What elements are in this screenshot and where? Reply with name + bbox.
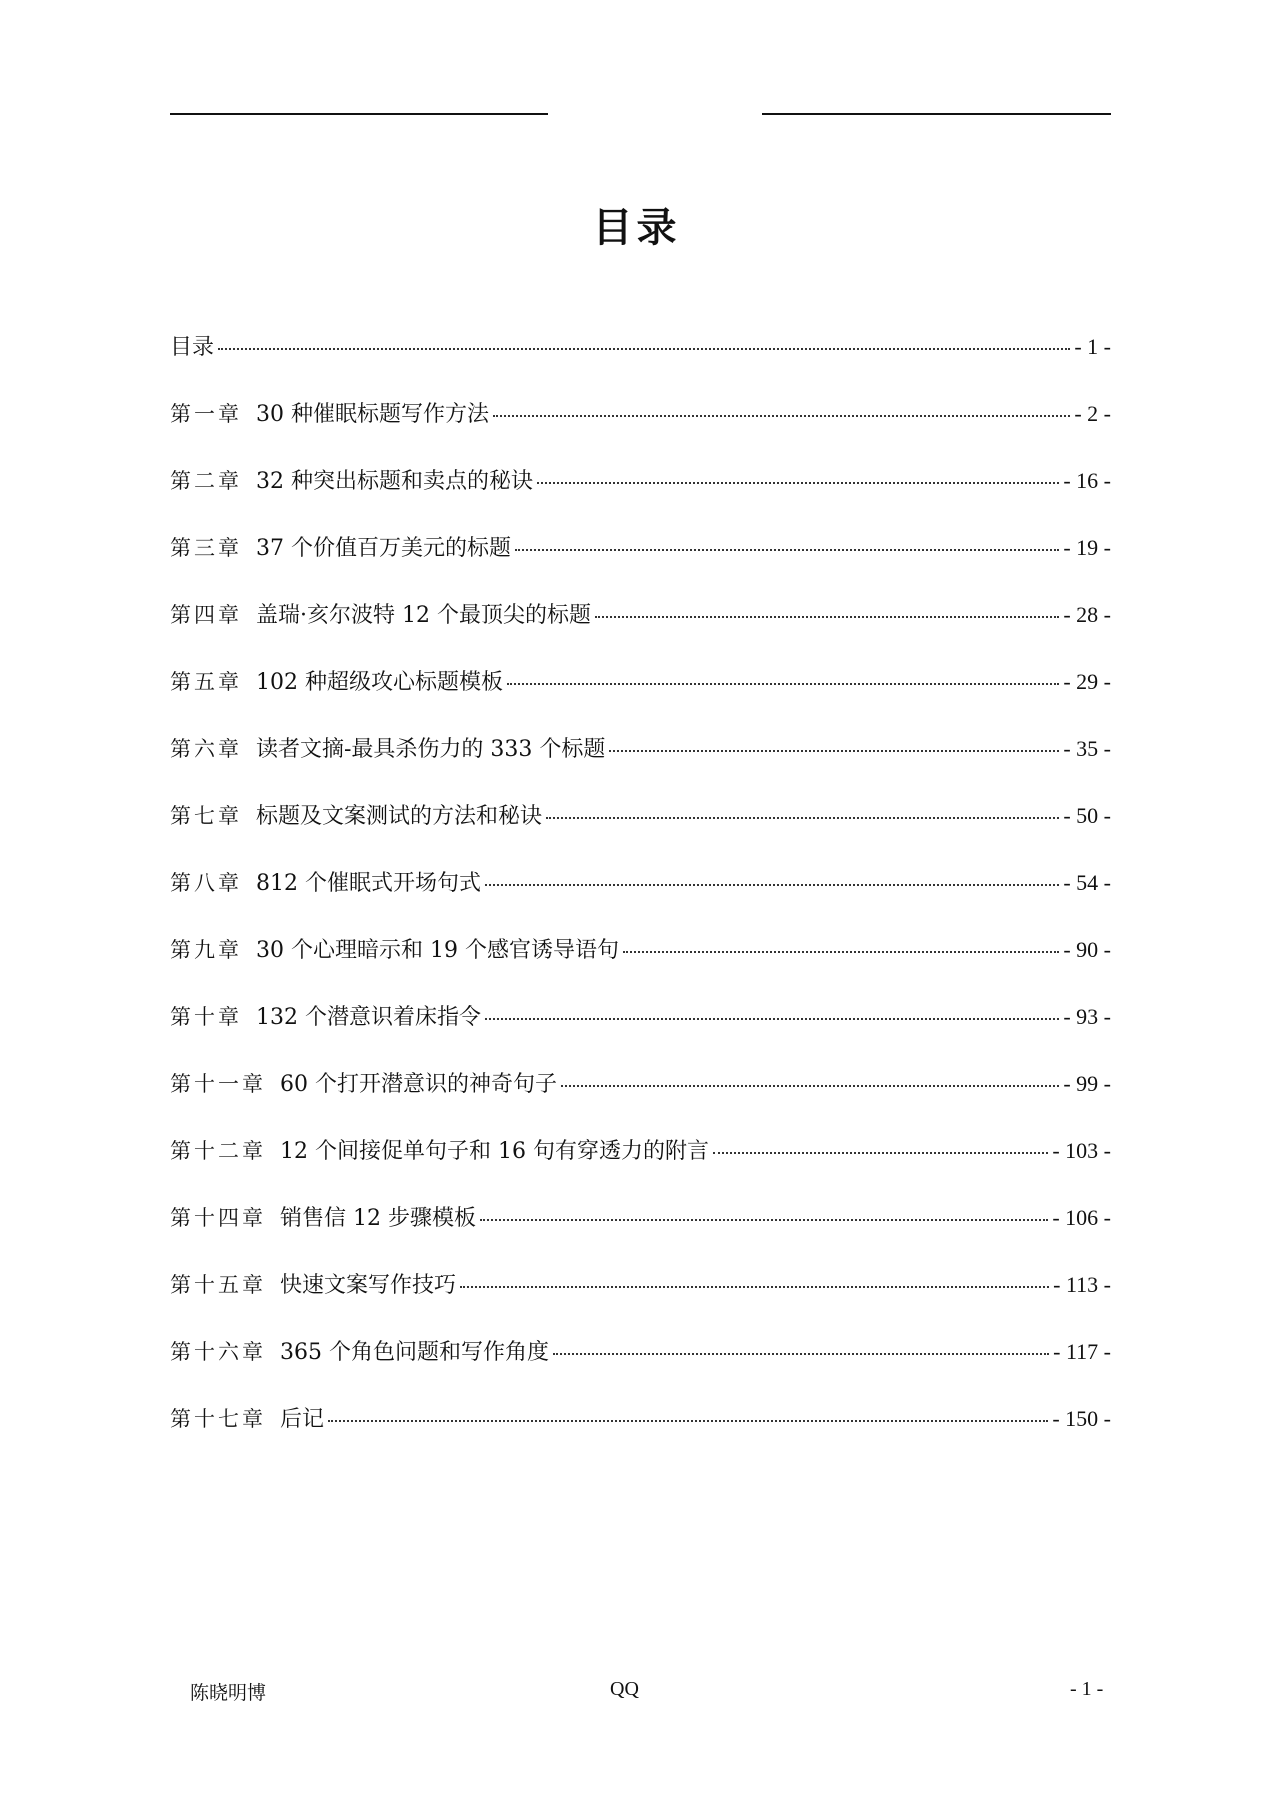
toc-dot-leader (537, 482, 1059, 484)
toc-page-number: - 106 - (1052, 1205, 1111, 1230)
toc-dot-leader (595, 616, 1059, 618)
toc-entry-title: 目录 (170, 335, 215, 360)
toc-entry-title: 30 种催眠标题写作方法 (256, 402, 489, 427)
footer-page-number: - 1 - (1070, 1678, 1104, 1700)
toc-entry[interactable] (170, 1335, 1111, 1402)
toc-entry[interactable] (170, 1268, 1111, 1335)
toc-entry[interactable] (170, 598, 1111, 665)
toc-dot-leader (561, 1085, 1059, 1087)
toc-page-number: - 90 - (1063, 937, 1111, 962)
toc-entry-title: 盖瑞·亥尔波特 12 个最顶尖的标题 (256, 603, 591, 628)
header-rule-left-extension (442, 113, 548, 115)
toc-entry-title: 读者文摘-最具杀伤力的 333 个标题 (256, 737, 606, 762)
toc-chapter-label: 第六章 (170, 737, 242, 761)
toc-entry[interactable] (170, 933, 1111, 1000)
toc-dot-leader (493, 415, 1070, 417)
toc-page-number: - 28 - (1063, 602, 1111, 627)
toc-entry[interactable] (170, 531, 1111, 598)
toc-chapter-label: 第五章 (170, 670, 242, 694)
toc-entry[interactable] (170, 1134, 1111, 1201)
toc-chapter-label: 第十二章 (170, 1139, 266, 1163)
toc-entry[interactable] (170, 397, 1111, 464)
toc-chapter-label: 第二章 (170, 469, 242, 493)
toc-dot-leader (553, 1353, 1049, 1355)
toc-entry-title: 12 个间接促单句子和 16 句有穿透力的附言 (280, 1139, 709, 1164)
toc-page-number: - 19 - (1063, 535, 1111, 560)
toc-entry[interactable] (170, 665, 1111, 732)
toc-chapter-label: 第十章 (170, 1005, 242, 1029)
toc-entry-title: 37 个价值百万美元的标题 (256, 536, 511, 561)
toc-dot-leader (328, 1420, 1048, 1422)
table-of-contents (170, 330, 1111, 1469)
toc-entry[interactable] (170, 732, 1111, 799)
toc-page-number: - 150 - (1052, 1406, 1111, 1431)
toc-dot-leader (515, 549, 1059, 551)
toc-entry-title: 60 个打开潜意识的神奇句子 (280, 1072, 557, 1097)
toc-entry[interactable] (170, 1201, 1111, 1268)
toc-page-number: - 16 - (1063, 468, 1111, 493)
header-rule-right (762, 113, 1111, 115)
toc-page-number: - 35 - (1063, 736, 1111, 761)
header-rule-left (170, 113, 442, 115)
toc-page-number: - 99 - (1063, 1071, 1111, 1096)
toc-entry[interactable] (170, 799, 1111, 866)
toc-chapter-label: 第十六章 (170, 1340, 266, 1364)
footer-author: 陈晓明博 (190, 1682, 267, 1704)
toc-page-number: - 54 - (1063, 870, 1111, 895)
toc-chapter-label: 第十五章 (170, 1273, 266, 1297)
toc-dot-leader (485, 1018, 1059, 1020)
toc-dot-leader (713, 1152, 1048, 1154)
toc-entry[interactable] (170, 866, 1111, 933)
toc-chapter-label: 第十四章 (170, 1206, 266, 1230)
toc-entry-title: 102 种超级攻心标题模板 (256, 670, 503, 695)
toc-entry-title: 812 个催眠式开场句式 (256, 871, 481, 896)
toc-entry-title: 标题及文案测试的方法和秘诀 (256, 804, 543, 829)
toc-dot-leader (609, 750, 1059, 752)
toc-page-number: - 2 - (1074, 401, 1111, 426)
toc-dot-leader (218, 348, 1070, 350)
toc-entry-title: 132 个潜意识着床指令 (256, 1005, 481, 1030)
toc-entry-title: 后记 (280, 1407, 325, 1432)
toc-entry-title: 365 个角色问题和写作角度 (280, 1340, 549, 1365)
toc-entry[interactable] (170, 464, 1111, 531)
toc-dot-leader (480, 1219, 1048, 1221)
toc-chapter-label: 第一章 (170, 402, 242, 426)
toc-entry-title: 销售信 12 步骤模板 (280, 1206, 476, 1231)
footer-center: QQ (610, 1678, 639, 1700)
toc-page-number: - 103 - (1052, 1138, 1111, 1163)
toc-chapter-label: 第三章 (170, 536, 242, 560)
toc-chapter-label: 第四章 (170, 603, 242, 627)
toc-dot-leader (460, 1286, 1049, 1288)
toc-entry[interactable] (170, 1000, 1111, 1067)
toc-dot-leader (546, 817, 1059, 819)
toc-entry-title: 30 个心理暗示和 19 个感官诱导语句 (256, 938, 619, 963)
toc-page-number: - 29 - (1063, 669, 1111, 694)
page-title: 目录 (592, 205, 681, 251)
toc-entry[interactable] (170, 1067, 1111, 1134)
toc-page-number: - 117 - (1053, 1339, 1111, 1364)
toc-chapter-label: 第九章 (170, 938, 242, 962)
toc-entry[interactable] (170, 1402, 1111, 1469)
toc-chapter-label: 第十七章 (170, 1407, 266, 1431)
toc-dot-leader (485, 884, 1059, 886)
toc-dot-leader (623, 951, 1059, 953)
toc-page-number: - 1 - (1074, 334, 1111, 359)
toc-chapter-label: 第十一章 (170, 1072, 266, 1096)
toc-page-number: - 93 - (1063, 1004, 1111, 1029)
toc-entry[interactable] (170, 330, 1111, 397)
toc-dot-leader (507, 683, 1059, 685)
toc-page-number: - 113 - (1053, 1272, 1111, 1297)
toc-chapter-label: 第七章 (170, 804, 242, 828)
toc-entry-title: 快速文案写作技巧 (280, 1273, 457, 1298)
toc-entry-title: 32 种突出标题和卖点的秘诀 (256, 469, 533, 494)
toc-chapter-label: 第八章 (170, 871, 242, 895)
toc-page-number: - 50 - (1063, 803, 1111, 828)
